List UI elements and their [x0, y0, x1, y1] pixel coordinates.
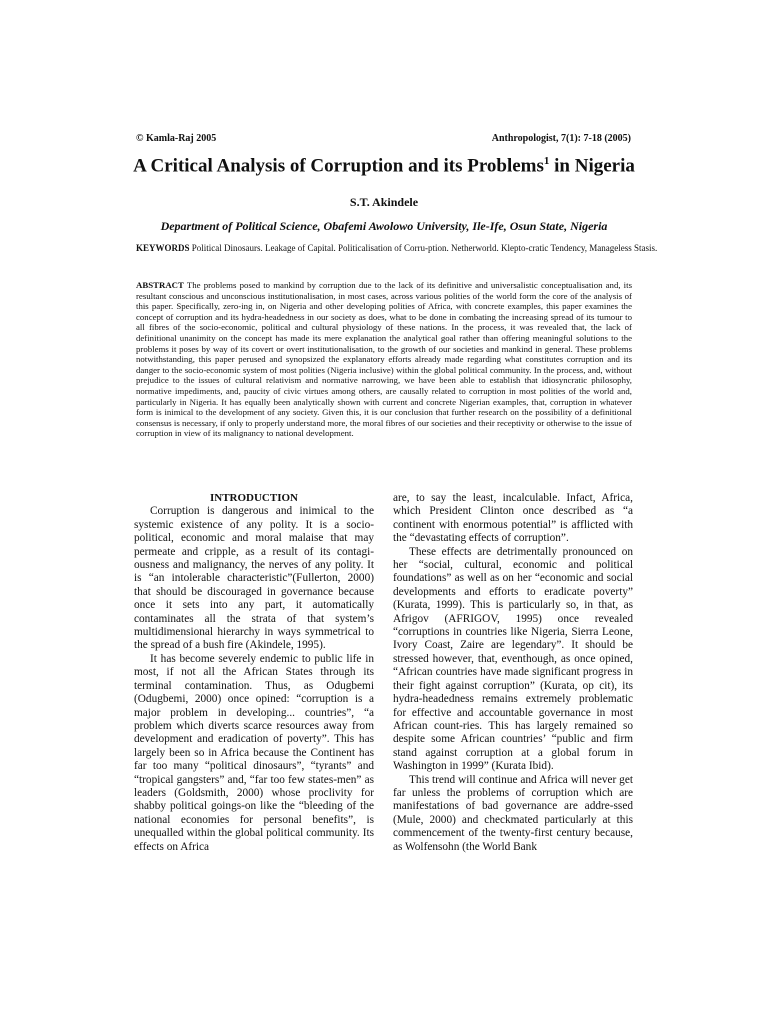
body-paragraph: Corruption is dangerous and inimical to the systemic existence of any polity. It is a socio-political, economic and moral malaise that may permeate and cripple, as a result of its contagi-ousness and malignancy, the nerves of any polity. It is “an intolerable characteristic”(Fullerton, 2000) that should be discouraged in governance because once it sets into any part, it automatically contaminates all the strata of that system’s multidimensional hierarchy in ways symmetrical to the spread of a bush fire (Akindele, 1995). — [134, 505, 374, 652]
author-affiliation: Department of Political Science, Obafemi Awolowo University, Ile-Ife, Osun State, Nigeria — [160, 219, 608, 233]
body-paragraph: It has become severely endemic to public life in most, if not all the African States through its terminal contamination. Thus, as Odugbemi (Odugbemi, 2000) once opined: “corruption is a major problem in developing... countries”, “a problem which diverts scarce resources away from development and eradication of poverty”. This has largely been so in Africa because the Continent has far too many “political dinosaurs”, “tyrants” and “tropical gangsters” and, “far too few states-men” as leaders (Goldsmith, 2000) whose proclivity for shabby political goings-on like the “bleeding of the national economies for personal benefits”, is unequalled within the global political community. Its effects on Africa — [134, 652, 374, 853]
article-title — [0, 155, 768, 177]
title-footnote-mark: 1 — [543, 155, 550, 167]
keywords-block — [136, 243, 692, 255]
body-paragraph-continued: are, to say the least, incalculable. Infact, Africa, which President Clinton once described as “a continent with enormous potential” is afflicted with the “devastating effects of corruption”. — [393, 492, 633, 545]
body-paragraph: These effects are detrimentally pronounced on her “social, cultural, economic and political foundations” as well as on her “economic and social developments and efforts to eradicate poverty” (Kurata, 1999). This is particularly so, in that, as Afrigov (AFRIGOV, 1995) once revealed “corruptions in countries like Nigeria, Sierra Leone, Ivory Coast, Zaire are legendary”. It should be stressed however, that, eventhough, as once opined, “African countries have made significant progress in their fight against corruption” (Kurata, op cit), its hydra-headedness remains extremely problematic for effective and accountable governance in most African count-ries. This has largely remained so despite some African countries’ “public and firm stand against corruption at a global forum in Washington in 1999” (Kurata Ibid). — [393, 545, 633, 773]
section-heading-introduction: INTRODUCTION — [209, 492, 298, 504]
body-column-left — [134, 492, 374, 854]
keywords-label: KEYWORDS — [136, 243, 190, 253]
body-paragraph: This trend will continue and Africa will never get far unless the problems of corruption which are manifestations of bad governance are addre-ssed (Mule, 2000) and checkmated particularly at this commencement of the twenty-first century because, as Wolfensohn (the World Bank — [393, 773, 633, 853]
abstract-label: ABSTRACT — [136, 280, 184, 290]
title-suffix: in Nigeria — [549, 155, 635, 177]
body-column-right — [393, 492, 633, 854]
author-name: S.T. Akindele — [349, 195, 419, 209]
keywords-text: Political Dinosaurs. Leakage of Capital. Politicalisation of Corru-ption. Netherworld. Klepto-cratic Tendency, Manageless Stasis. — [189, 243, 658, 253]
title-main: A Critical Analysis of Corruption and its Problems — [133, 155, 544, 177]
abstract-block — [136, 280, 632, 439]
abstract-text: The problems posed to mankind by corruption due to the lack of its definitive and universalistic conceptualisation and, its resultant conscious and unconscious institutionalisation, in most cases, across various polities of the world form the core of the analysis of this paper. Specifically, zero-ing in, on Nigeria and other developing polities of Africa, with concrete examples, this paper examines the concept of corruption and its hydra-headedness in our society as does, what to be done in combating the increasing spread of its tumour to all fibres of the socio-economic, political and cultural physiology of these nations. In the process, it was revealed that, the lack of definitional unanimity on the concept has made its mere explanation the analytical goal rather than offering meaningful solutions to the problems it poses by way of its covert or overt institutionalisation, to the growth of our societies and mankind in general. These problems notwithstanding, this paper perused and synopsized the explanatory efforts already made regarding what constitutes corruption and its danger to the socio-economic system of most polities (Nigeria inclusive) within the global political community. In the process, and, without prejudice to the issues of cultural relativism and normative narrowing, we have been able to establish that idiosyncratic philosophy, normative impediments, and, paucity of civic virtues among others, are causally related to corruption in most polities of the world and, particularly in Nigeria. It has equally been analytically shown with current and concrete Nigerian examples, that, corruption in whatever form is inimical to the development of any society. Given this, it is our conclusion that further research on the possibility of a definitional consensus is necessary, if only to properly understand more, the moral fibres of our societies and their receptivity or otherwise to the issue of corruption in view of its malignancy to national development. — [136, 280, 632, 439]
journal-citation-header: Anthropologist, 7(1): 7-18 (2005) — [491, 133, 631, 144]
copyright-header: © Kamla-Raj 2005 — [136, 133, 217, 144]
